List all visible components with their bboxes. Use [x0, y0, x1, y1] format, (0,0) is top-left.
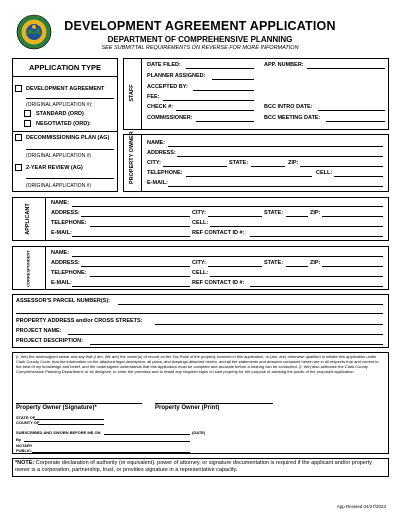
owner-cell-label: CELL: — [316, 170, 333, 176]
public-label: PUBLIC: — [16, 448, 33, 453]
applicant-name-field[interactable] — [72, 206, 383, 207]
applicant-zip-label: ZIP: — [310, 210, 321, 216]
owner-print-field[interactable] — [155, 403, 273, 404]
revision-date: App Revised 04/27/2023 — [336, 504, 386, 509]
by-field[interactable] — [24, 441, 190, 442]
correspondent-label: CORRESPONDENT — [25, 250, 31, 287]
bcc-intro-field[interactable] — [318, 110, 385, 111]
date-filed-field[interactable] — [186, 68, 254, 69]
correspondent-city-field[interactable] — [208, 266, 262, 267]
state-of-label: STATE OF — [16, 415, 36, 420]
property-owner-label: PROPERTY OWNER — [129, 131, 135, 184]
commissioner-label: COMMISSIONER: — [147, 115, 193, 121]
correspondent-zip-field[interactable] — [322, 266, 383, 267]
correspondent-telephone-field[interactable] — [90, 276, 190, 277]
owner-state-label: STATE: — [229, 160, 249, 166]
original-app-label-1: (ORIGINAL APPLICATION #): — [26, 102, 93, 108]
owner-label-divider — [141, 134, 142, 192]
correspondent-email-field[interactable] — [72, 286, 190, 287]
correspondent-cell-field[interactable] — [210, 276, 383, 277]
applicant-city-field[interactable] — [208, 216, 262, 217]
applicant-name-label: NAME: — [51, 200, 70, 206]
project-name-field[interactable] — [68, 334, 383, 335]
original-app-line-2 — [26, 149, 114, 150]
original-app-label-3: (ORIGINAL APPLICATION #) — [26, 183, 92, 189]
applicant-address-field[interactable] — [81, 216, 190, 217]
check-field[interactable] — [176, 110, 254, 111]
correspondent-city-label: CITY: — [192, 260, 206, 266]
applicant-city-label: CITY: — [192, 210, 206, 216]
two-year-review-checkbox[interactable] — [15, 164, 22, 171]
owner-zip-label: ZIP: — [288, 160, 299, 166]
correspondent-state-label: STATE: — [264, 260, 284, 266]
department-name: DEPARTMENT OF COMPREHENSIVE PLANNING — [107, 35, 293, 44]
parcel-numbers-field-2[interactable] — [16, 313, 383, 314]
owner-email-field[interactable] — [168, 186, 383, 187]
correspondent-telephone-label: TELEPHONE: — [51, 270, 87, 276]
negotiated-checkbox[interactable] — [24, 120, 31, 127]
note-label: *NOTE: — [15, 460, 35, 466]
form-title: DEVELOPMENT AGREEMENT APPLICATION — [64, 19, 336, 33]
original-app-label-2: (ORIGINAL APPLICATION #) — [26, 153, 92, 159]
decommissioning-label: DECOMMISSIONING PLAN (AG) — [26, 135, 110, 141]
owner-zip-field[interactable] — [300, 166, 383, 167]
commissioner-field[interactable] — [196, 121, 254, 122]
correspondent-name-field[interactable] — [72, 256, 383, 257]
owner-cell-field[interactable] — [334, 176, 383, 177]
applicant-ref-field[interactable] — [250, 236, 383, 237]
applicant-address-label: ADDRESS: — [51, 210, 80, 216]
correspondent-ref-label: REF CONTACT ID #: — [192, 280, 245, 286]
applicant-state-label: STATE: — [264, 210, 284, 216]
owner-state-field[interactable] — [251, 166, 285, 167]
owner-signature-field[interactable] — [16, 403, 142, 404]
owner-address-label: ADDRESS: — [147, 150, 176, 156]
project-description-field[interactable] — [90, 344, 383, 345]
correspondent-name-label: NAME: — [51, 250, 70, 256]
note-body: Corporate declaration of authority (or equivalent), power of attorney, or signature documentation is required if the applicant and/or property owner is a corporation, partnership, trust, or provides signature in a representative capacity. — [15, 460, 372, 473]
check-label: CHECK #: — [147, 104, 173, 110]
subscribed-label: SUBSCRIBED AND SWORN BEFORE ME ON — [16, 430, 101, 435]
correspondent-zip-label: ZIP: — [310, 260, 321, 266]
standard-checkbox[interactable] — [24, 110, 31, 117]
applicant-telephone-label: TELEPHONE: — [51, 220, 87, 226]
app-number-label: APP. NUMBER: — [264, 62, 304, 68]
correspondent-email-label: E-MAIL: — [51, 280, 72, 286]
applicant-state-field[interactable] — [286, 216, 308, 217]
fee-label: FEE: — [147, 94, 160, 100]
heading-rule — [12, 76, 118, 77]
negotiated-label: NEGOTIATED (ORD): — [36, 121, 91, 127]
owner-address-field[interactable] — [177, 156, 383, 157]
development-agreement-label: DEVELOPMENT AGREEMENT — [26, 86, 105, 92]
property-address-label: PROPERTY ADDRESS and/or CROSS STREETS: — [16, 318, 143, 324]
accepted-by-label: ACCEPTED BY: — [147, 84, 188, 90]
decommissioning-checkbox[interactable] — [15, 134, 22, 141]
project-name-label: PROJECT NAME: — [16, 328, 62, 334]
bcc-meeting-field[interactable] — [326, 121, 385, 122]
correspondent-ref-field[interactable] — [250, 286, 383, 287]
original-app-line-3 — [26, 178, 114, 179]
staff-label: STAFF — [129, 84, 135, 102]
app-number-field[interactable] — [307, 68, 385, 69]
owner-city-label: CITY: — [147, 160, 161, 166]
applicant-cell-label: CELL: — [192, 220, 209, 226]
application-type-heading: APPLICATION TYPE — [29, 63, 101, 72]
parcel-numbers-label: ASSESSOR'S PARCEL NUMBER(S): — [16, 298, 111, 304]
bcc-intro-label: BCC INTRO DATE: — [264, 104, 313, 110]
owner-city-field[interactable] — [163, 166, 227, 167]
owner-name-label: NAME: — [147, 140, 166, 146]
correspondent-state-field[interactable] — [286, 266, 308, 267]
subscribed-date-field[interactable] — [104, 434, 190, 435]
correspondent-address-field[interactable] — [81, 266, 190, 267]
correspondent-cell-label: CELL: — [192, 270, 209, 276]
applicant-telephone-field[interactable] — [90, 226, 190, 227]
by-label: By — [16, 437, 22, 442]
planner-label: PLANNER ASSIGNED: — [147, 73, 206, 79]
standard-label: STANDARD (ORD) — [36, 111, 84, 117]
applicant-email-field[interactable] — [72, 236, 190, 237]
original-app-line-1 — [26, 98, 114, 99]
fee-field[interactable] — [163, 100, 254, 101]
note-text — [15, 460, 387, 474]
county-of-label: COUNTY OF — [16, 420, 40, 425]
owner-telephone-field[interactable] — [186, 176, 312, 177]
parcel-numbers-field[interactable] — [118, 304, 383, 305]
bcc-meeting-label: BCC MEETING DATE: — [264, 115, 321, 121]
applicant-cell-field[interactable] — [210, 226, 383, 227]
applicant-ref-label: REF CONTACT ID #: — [192, 230, 245, 236]
applicant-label: APPLICANT — [25, 203, 31, 235]
accepted-by-field[interactable] — [193, 90, 254, 91]
two-year-review-label: 2-YEAR REVIEW (AG) — [26, 165, 83, 171]
state-of-field[interactable] — [34, 419, 104, 420]
staff-label-divider — [141, 58, 142, 130]
project-description-label: PROJECT DESCRIPTION: — [16, 338, 83, 344]
section-rule — [12, 131, 118, 132]
affidavit-text: (I, We) the undersigned swear and say that (I am, We are) the owner(s) of record on the Tax Rolls of the property involved in this application, or (am, are) otherwise qualified to initiate this application under Clark County Code; that the information on the attached legal description, all plans, and drawings attached hereto, and all the statements and answers contained herein are in all respects true and correct to the best of my knowledge and belief, and the undersigned understands that this application must be complete and accurate before a hearing can be conducted. (I, We) also authorize the Clark County Comprehensive Planning Department, or its designee, to enter the premises and to install any required signs on said property for the purpose of advising the public of the proposed application. — [16, 354, 379, 374]
applicant-label-divider — [45, 197, 46, 241]
notary-public-field[interactable] — [32, 452, 190, 453]
applicant-email-label: E-MAIL: — [51, 230, 72, 236]
notary-label: NOTARY — [16, 443, 33, 448]
date-label: (DATE) — [192, 430, 206, 435]
property-address-field[interactable] — [155, 324, 383, 325]
owner-signature-label: Property Owner (Signature)* — [16, 405, 97, 411]
correspondent-address-label: ADDRESS: — [51, 260, 80, 266]
owner-print-label: Property Owner (Print) — [155, 405, 220, 411]
applicant-zip-field[interactable] — [322, 216, 383, 217]
form-subtitle: SEE SUBMITTAL REQUIREMENTS ON REVERSE FOR MORE INFORMATION — [101, 45, 299, 51]
development-agreement-checkbox[interactable] — [15, 85, 22, 92]
owner-telephone-label: TELEPHONE: — [147, 170, 183, 176]
planner-field[interactable] — [212, 79, 254, 80]
date-filed-label: DATE FILED: — [147, 62, 181, 68]
owner-name-field[interactable] — [168, 146, 383, 147]
county-of-field[interactable] — [38, 424, 104, 425]
owner-email-label: E-MAIL: — [147, 180, 168, 186]
correspondent-label-divider — [45, 246, 46, 290]
